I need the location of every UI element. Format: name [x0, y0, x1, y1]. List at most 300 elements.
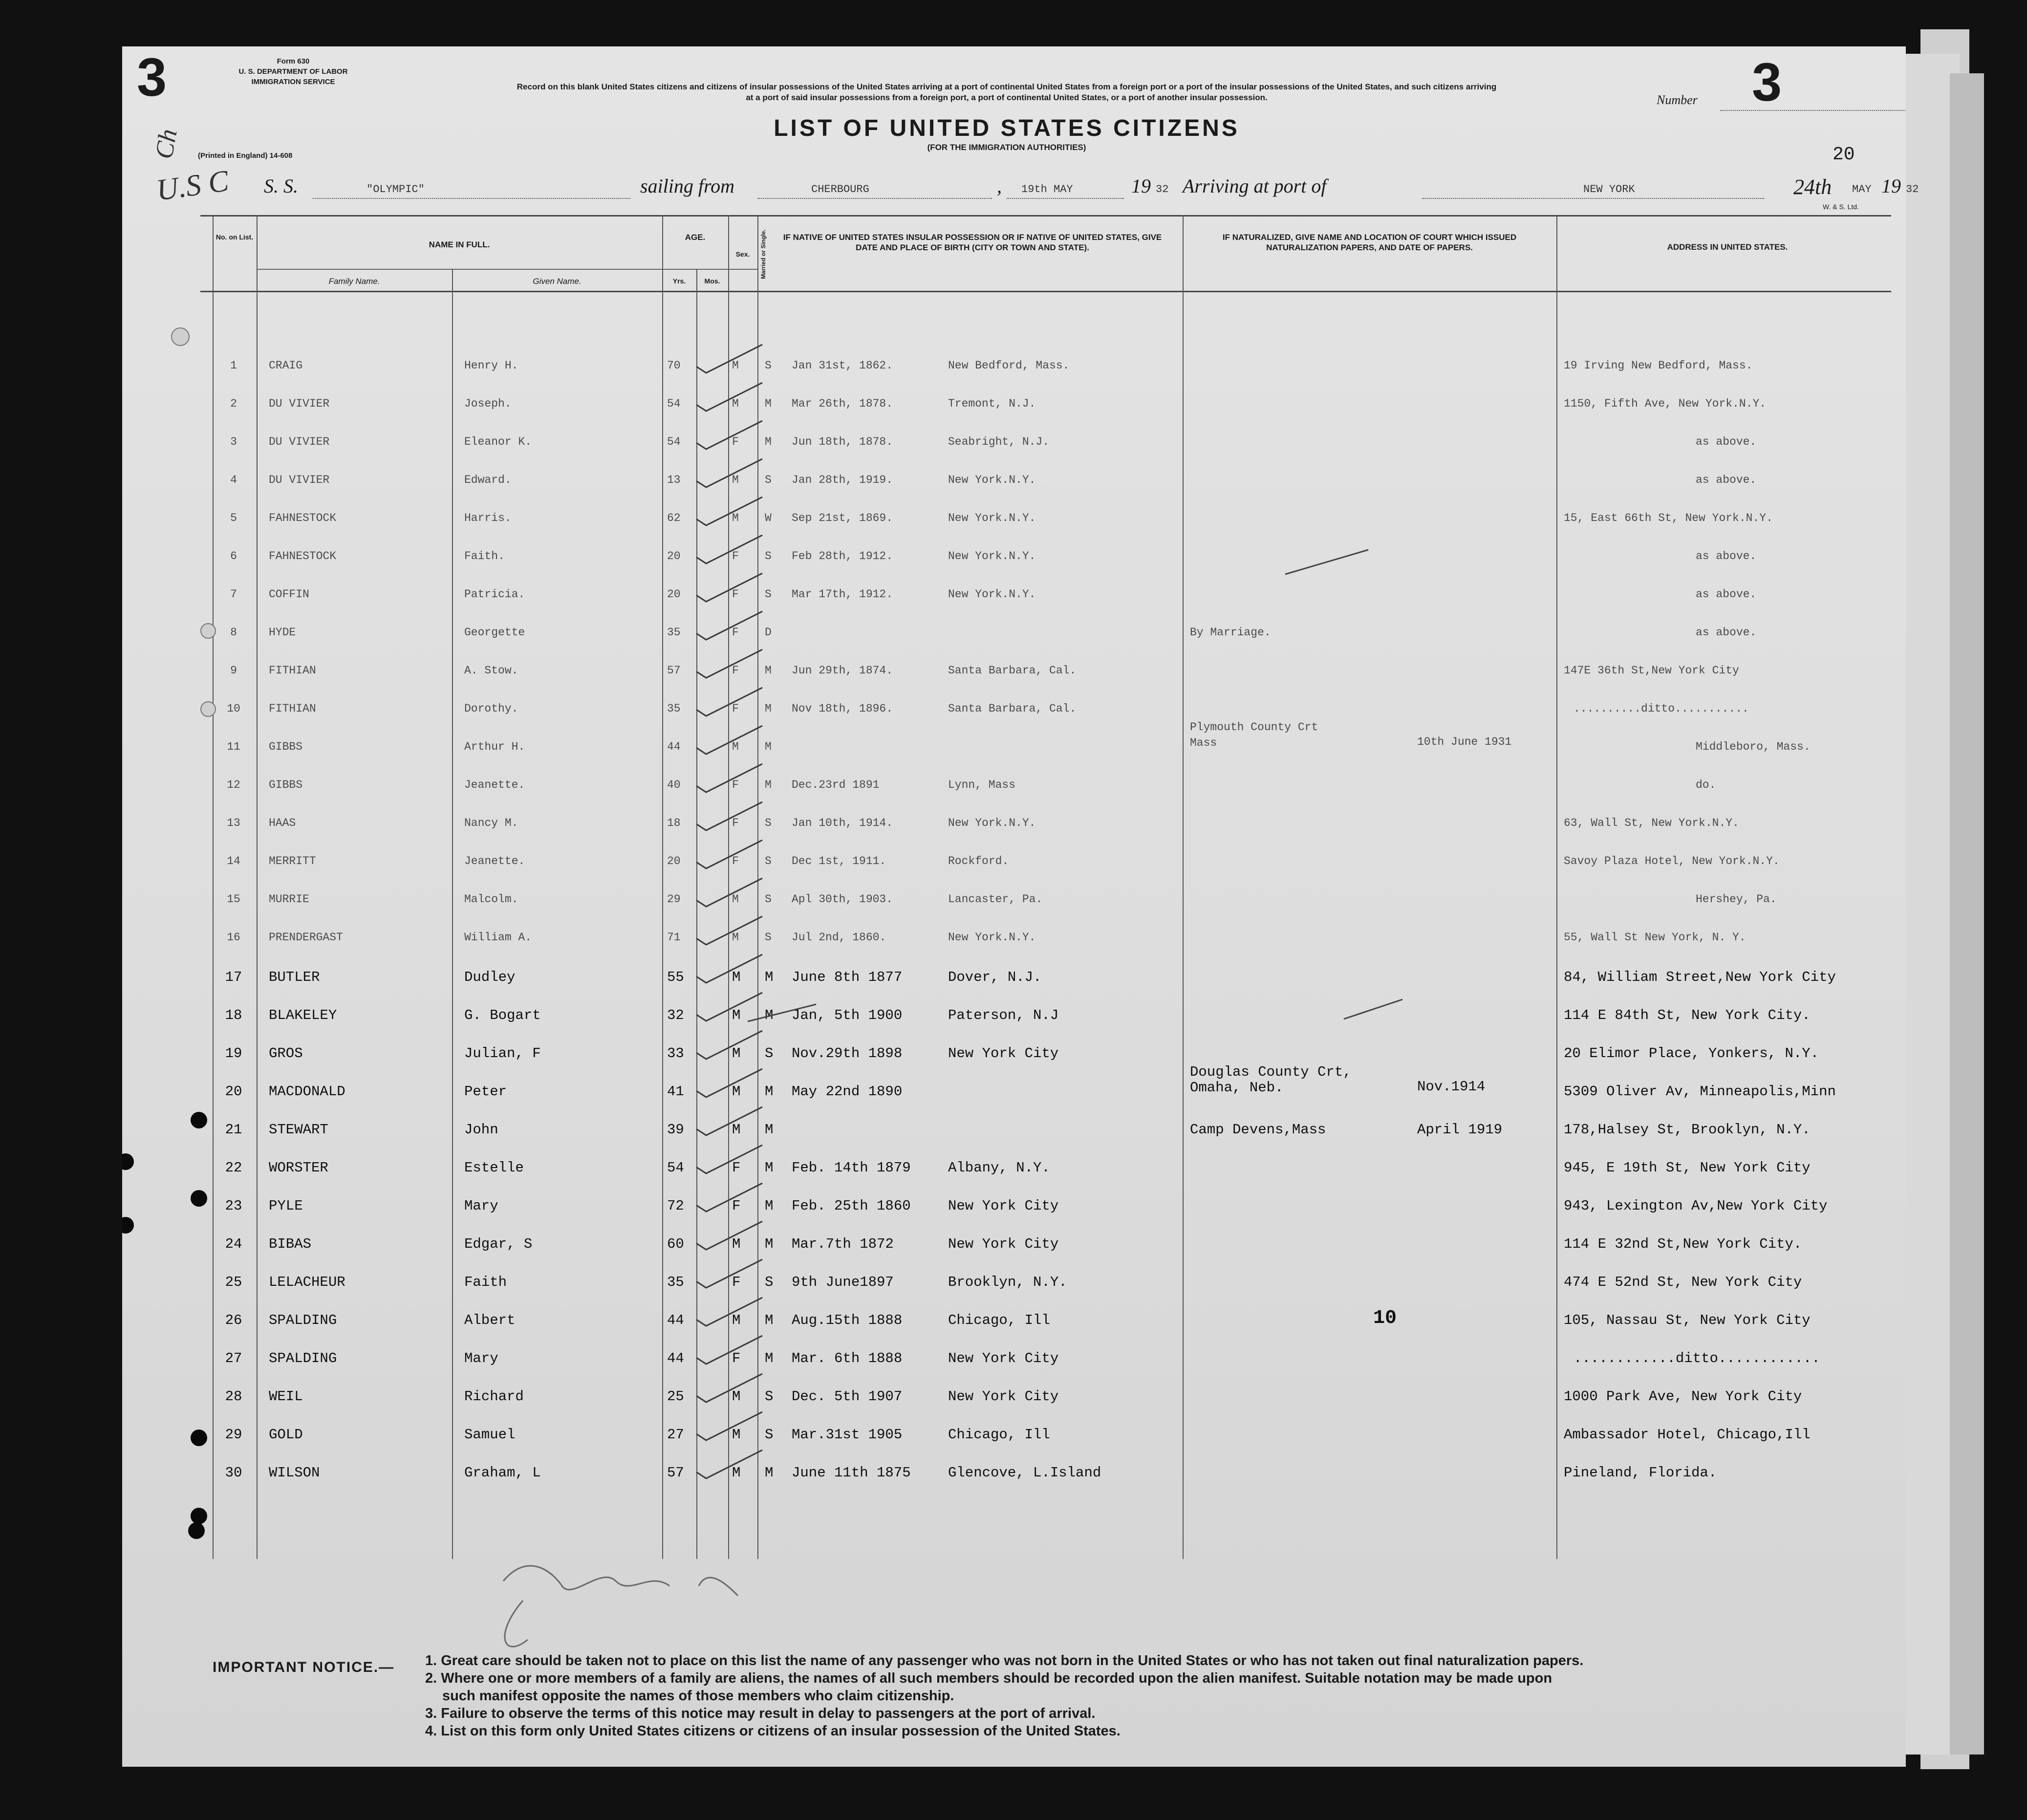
address: Pineland, Florida.	[1564, 1465, 1717, 1481]
check-mark-extra	[1344, 999, 1402, 1019]
birth-place: New York City	[948, 1388, 1059, 1405]
arrival-day: 24th	[1793, 175, 1832, 199]
birth-date: May 22nd 1890	[792, 1083, 903, 1100]
family-name: SPALDING	[269, 1350, 337, 1366]
col-sex: Sex.	[735, 250, 750, 258]
check-mark	[696, 1031, 762, 1059]
birth-date: Mar.7th 1872	[792, 1236, 894, 1252]
birth-date: Nov 18th, 1896.	[792, 702, 893, 715]
form-number: Form 630	[277, 57, 310, 65]
comma-sep: ,	[997, 175, 1002, 197]
notice-item: 3. Failure to observe the terms of this notice may result in delay to passengers at the port of arrival.	[425, 1706, 1096, 1721]
check-mark	[696, 421, 762, 449]
given-name: Patricia.	[464, 588, 525, 601]
marital-status: M	[765, 702, 772, 715]
check-mark	[696, 1107, 762, 1135]
given-name: William A.	[464, 931, 532, 944]
sex: M	[732, 969, 741, 985]
sex: M	[732, 1083, 741, 1100]
given-name: Georgette	[464, 626, 525, 639]
row-number: 8	[230, 626, 237, 639]
check-mark	[696, 611, 762, 640]
birth-date: June 11th 1875	[792, 1465, 911, 1481]
sail-date: 19th MAY	[1021, 183, 1073, 195]
family-name: LELACHEUR	[269, 1274, 345, 1290]
family-name: WILSON	[269, 1465, 320, 1481]
sex: M	[732, 740, 739, 753]
birth-place: Chicago, Ill	[948, 1427, 1050, 1443]
birth-date: Apl 30th, 1903.	[792, 893, 893, 906]
punch-hole	[191, 1112, 207, 1128]
family-name: WORSTER	[269, 1160, 328, 1176]
check-mark-extra	[748, 1004, 816, 1021]
instructions: Record on this blank United States citizens and citizens of insular possessions of the United States arriving at a port of continental United States from a foreign port or a port of the insular possessions of the United States, and such citizens arriving at a port of said insular possessions from a foreign port, a port of continental United States, or a port of another insular possession.	[517, 82, 1497, 102]
check-mark	[696, 1412, 762, 1440]
age: 54	[667, 1160, 684, 1176]
birth-date: Jun 18th, 1878.	[792, 435, 893, 448]
check-mark	[696, 1145, 762, 1173]
row-number: 24	[225, 1236, 242, 1252]
address: 55, Wall St New York, N. Y.	[1564, 931, 1746, 944]
sex: M	[732, 1045, 741, 1062]
sex: M	[732, 1465, 741, 1481]
given-name: John	[464, 1122, 498, 1138]
col-mos: Mos.	[704, 277, 720, 285]
row-number: 9	[230, 664, 237, 677]
naturalization-date: 10th June 1931	[1417, 736, 1512, 748]
row-number: 15	[227, 893, 240, 906]
row-number: 19	[225, 1045, 242, 1062]
given-name: Nancy M.	[464, 817, 518, 829]
arrival-year: 32	[1906, 183, 1919, 195]
sailing-from-label: sailing from	[640, 175, 734, 197]
naturalization-date: April 1919	[1417, 1122, 1503, 1138]
given-name: Jeanette.	[464, 855, 525, 867]
ship-name: "OLYMPIC"	[367, 183, 425, 195]
sex: M	[732, 1312, 741, 1328]
row-number: 12	[227, 779, 240, 791]
sex: F	[732, 1160, 741, 1176]
birth-place: Chicago, Ill	[948, 1312, 1050, 1328]
family-name: CRAIG	[269, 359, 303, 372]
col-no: No. on List.	[216, 233, 254, 241]
given-name: Faith	[464, 1274, 507, 1290]
birth-date: Mar 26th, 1878.	[792, 397, 893, 410]
col-age: AGE.	[685, 233, 706, 242]
address: as above.	[1696, 474, 1757, 486]
address: as above.	[1696, 588, 1757, 601]
age: 70	[667, 359, 681, 372]
row-number: 27	[225, 1350, 242, 1366]
given-name: Faith.	[464, 550, 505, 563]
birth-date: Dec 1st, 1911.	[792, 855, 886, 867]
age: 60	[667, 1236, 684, 1252]
age: 27	[667, 1427, 684, 1443]
address: Hershey, Pa.	[1696, 893, 1777, 906]
row-number: 10	[227, 702, 240, 715]
signature-scribble	[503, 1566, 738, 1647]
address: Middleboro, Mass.	[1696, 740, 1811, 753]
marital-status: M	[765, 1312, 774, 1328]
row-number: 2	[230, 397, 237, 410]
marital-status: M	[765, 740, 772, 753]
page-number: 20	[1833, 144, 1855, 165]
punch-hole	[191, 1508, 207, 1524]
check-mark	[696, 954, 762, 983]
corner-number-left: 3	[137, 47, 167, 108]
birth-date: Nov.29th 1898	[792, 1045, 903, 1062]
sex: F	[732, 588, 739, 601]
marital-status: M	[765, 969, 774, 985]
marital-status: M	[765, 1083, 774, 1100]
marital-status: M	[765, 397, 772, 410]
birth-place: New York City	[948, 1045, 1059, 1062]
given-name: Malcolm.	[464, 893, 518, 906]
check-mark	[696, 1374, 762, 1402]
family-name: GROS	[269, 1045, 303, 1062]
birth-place: New York City	[948, 1236, 1059, 1252]
marital-status: M	[765, 1350, 774, 1366]
printed-note: (Printed in England) 14-608	[198, 152, 293, 160]
row-number: 18	[225, 1007, 242, 1023]
address: 105, Nassau St, New York City	[1564, 1312, 1811, 1328]
marital-status: S	[765, 474, 772, 486]
birth-place: Tremont, N.J.	[948, 397, 1036, 410]
age: 62	[667, 512, 681, 524]
sail-year-prefix: 19	[1131, 175, 1151, 197]
address: ............ditto............	[1574, 1350, 1820, 1366]
age: 13	[667, 474, 681, 486]
naturalization-court: Camp Devens,Mass	[1190, 1122, 1326, 1138]
birth-place: New York.N.Y.	[948, 512, 1036, 524]
address: 114 E 32nd St,New York City.	[1564, 1236, 1802, 1252]
sex: F	[732, 817, 739, 829]
family-name: DU VIVIER	[269, 397, 330, 410]
notice-item: 2. Where one or more members of a family are aliens, the names of all such members should be recorded upon the alien manifest. Suitable notation may be made upon	[425, 1670, 1553, 1686]
marital-status: M	[765, 1007, 774, 1023]
given-name: Graham, L	[464, 1465, 541, 1481]
row-number: 3	[230, 435, 237, 448]
family-name: WEIL	[269, 1388, 303, 1405]
family-name: MACDONALD	[269, 1083, 345, 1100]
birth-place: New York.N.Y.	[948, 474, 1036, 486]
sex: F	[732, 435, 739, 448]
marital-status: M	[765, 1465, 774, 1481]
birth-date: Dec.23rd 1891	[792, 779, 880, 791]
address: 943, Lexington Av,New York City	[1564, 1198, 1828, 1214]
given-name: Edward.	[464, 474, 512, 486]
age: 55	[667, 969, 684, 985]
birth-place: Dover, N.J.	[948, 969, 1042, 985]
check-mark	[696, 726, 762, 754]
address: 114 E 84th St, New York City.	[1564, 1007, 1811, 1023]
col-yrs: Yrs.	[672, 277, 686, 285]
check-mark	[696, 1183, 762, 1212]
given-name: Samuel	[464, 1427, 516, 1443]
age: 41	[667, 1083, 684, 1100]
naturalization-court: By Marriage.	[1190, 626, 1271, 639]
family-name: MERRITT	[269, 855, 316, 867]
sex: F	[732, 1274, 741, 1290]
punch-hole	[171, 327, 190, 346]
col-birth: IF NATIVE OF UNITED STATES INSULAR POSSESSION OR IF NATIVE OF UNITED STATES, GIVE DATE AND PLACE OF BIRTH (CITY OR TOWN AND STATE).	[783, 233, 1162, 252]
birth-date: Mar.31st 1905	[792, 1427, 903, 1443]
given-name: Estelle	[464, 1160, 524, 1176]
notice-item: 4. List on this form only United States citizens or citizens of an insular possession of the United States.	[425, 1723, 1121, 1739]
sex: F	[732, 702, 739, 715]
row-number: 13	[227, 817, 240, 829]
marital-status: S	[765, 1388, 774, 1405]
address: as above.	[1696, 626, 1757, 639]
marital-status: M	[765, 1198, 774, 1214]
page-title: LIST OF UNITED STATES CITIZENS	[774, 115, 1240, 141]
marital-status: M	[765, 1160, 774, 1176]
punch-hole	[200, 701, 216, 717]
age: 29	[667, 893, 681, 906]
given-name: A. Stow.	[464, 664, 518, 677]
address: 84, William Street,New York City	[1564, 969, 1836, 985]
family-name: MURRIE	[269, 893, 309, 906]
sex: M	[732, 512, 739, 524]
birth-place: Glencove, L.Island	[948, 1465, 1101, 1481]
stray-mark: 10	[1373, 1307, 1397, 1329]
row-number: 1	[230, 359, 237, 372]
col-given-name: Given Name.	[533, 277, 582, 286]
birth-place: New York.N.Y.	[948, 588, 1036, 601]
age: 35	[667, 626, 681, 639]
manifest-sheet	[122, 46, 1906, 1767]
birth-place: Santa Barbara, Cal.	[948, 664, 1077, 677]
address: ..........ditto...........	[1574, 702, 1749, 715]
handwritten-margin-note: U.S C	[154, 164, 231, 207]
row-number: 23	[225, 1198, 242, 1214]
age: 35	[667, 702, 681, 715]
punch-hole	[191, 1430, 207, 1446]
family-name: FITHIAN	[269, 664, 316, 677]
family-name: PYLE	[269, 1198, 303, 1214]
address: 5309 Oliver Av, Minneapolis,Minn	[1564, 1083, 1836, 1100]
address: 474 E 52nd St, New York City	[1564, 1274, 1802, 1290]
age: 57	[667, 664, 681, 677]
marital-status: M	[765, 1122, 774, 1138]
age: 44	[667, 1312, 684, 1328]
arriving-label: Arriving at port of	[1183, 175, 1327, 197]
family-name: SPALDING	[269, 1312, 337, 1328]
check-mark	[696, 1069, 762, 1097]
row-number: 11	[227, 740, 240, 753]
birth-date: Mar. 6th 1888	[792, 1350, 903, 1366]
check-mark	[696, 535, 762, 563]
marital-status: S	[765, 817, 772, 829]
family-name: PRENDERGAST	[269, 931, 343, 944]
given-name: Peter	[464, 1083, 507, 1100]
check-mark	[696, 383, 762, 411]
given-name: Henry H.	[464, 359, 518, 372]
birth-date: Feb. 14th 1879	[792, 1160, 911, 1176]
given-name: Dudley	[464, 969, 516, 985]
department: U. S. DEPARTMENT OF LABOR	[238, 67, 348, 76]
address: do.	[1696, 779, 1716, 791]
marital-status: S	[765, 1274, 774, 1290]
address: 19 Irving New Bedford, Mass.	[1564, 359, 1753, 372]
col-address: ADDRESS IN UNITED STATES.	[1667, 242, 1788, 252]
family-name: DU VIVIER	[269, 435, 330, 448]
birth-date: Jan 31st, 1862.	[792, 359, 893, 372]
sex: M	[732, 397, 739, 410]
address: 945, E 19th St, New York City	[1564, 1160, 1811, 1176]
birth-place: Seabright, N.J.	[948, 435, 1050, 448]
family-name: FITHIAN	[269, 702, 316, 715]
birth-place: Albany, N.Y.	[948, 1160, 1050, 1176]
ship-prefix: S. S.	[264, 175, 298, 197]
col-married-single: Married or Single.	[760, 229, 767, 279]
given-name: Julian, F	[464, 1045, 541, 1062]
sex: F	[732, 550, 739, 563]
birth-place: Lynn, Mass	[948, 779, 1016, 791]
birth-date: Mar 17th, 1912.	[792, 588, 893, 601]
birth-date: Jul 2nd, 1860.	[792, 931, 886, 944]
arrival-year-prefix: 19	[1881, 175, 1901, 197]
check-mark	[696, 573, 762, 602]
handwritten-margin-top: Ch	[150, 127, 183, 161]
given-name: Jeanette.	[464, 779, 525, 791]
check-mark	[696, 497, 762, 525]
page-subtitle: (FOR THE IMMIGRATION AUTHORITIES)	[927, 143, 1086, 152]
sex: M	[732, 1427, 741, 1443]
notice-heading: IMPORTANT NOTICE.—	[213, 1659, 395, 1675]
handwritten-marks	[122, 46, 1906, 1767]
row-number: 26	[225, 1312, 242, 1328]
birth-date: Aug.15th 1888	[792, 1312, 903, 1328]
marital-status: M	[765, 664, 772, 677]
address: 20 Elimor Place, Yonkers, N.Y.	[1564, 1045, 1819, 1062]
marital-status: M	[765, 779, 772, 791]
age: 25	[667, 1388, 684, 1405]
family-name: HAAS	[269, 817, 296, 829]
age: 72	[667, 1198, 684, 1214]
age: 54	[667, 397, 681, 410]
birth-place: New York City	[948, 1198, 1059, 1214]
given-name: G. Bogart	[464, 1007, 541, 1023]
family-name: BLAKELEY	[269, 1007, 337, 1023]
row-number: 4	[230, 474, 237, 486]
family-name: BIBAS	[269, 1236, 312, 1252]
sex: M	[732, 893, 739, 906]
check-mark	[696, 916, 762, 945]
birth-place: New Bedford, Mass.	[948, 359, 1070, 372]
naturalization-court: Omaha, Neb.	[1190, 1080, 1284, 1096]
sex: F	[732, 1198, 741, 1214]
address: 63, Wall St, New York.N.Y.	[1564, 817, 1739, 829]
marital-status: S	[765, 931, 772, 944]
naturalization-court: Mass	[1190, 737, 1217, 749]
given-name: Albert	[464, 1312, 516, 1328]
sex: M	[732, 1236, 741, 1252]
birth-date: Jan, 5th 1900	[792, 1007, 903, 1023]
marital-status: S	[765, 588, 772, 601]
family-name: COFFIN	[269, 588, 309, 601]
check-mark	[696, 688, 762, 716]
check-mark	[696, 345, 762, 373]
row-number: 28	[225, 1388, 242, 1405]
birth-date: Dec. 5th 1907	[792, 1388, 903, 1405]
check-mark	[696, 802, 762, 830]
given-name: Richard	[464, 1388, 524, 1405]
marital-status: M	[765, 435, 772, 448]
sail-year: 32	[1156, 183, 1169, 195]
sex: F	[732, 664, 739, 677]
naturalization-court: Douglas County Crt,	[1190, 1064, 1352, 1080]
printer-mark: W. & S. Ltd.	[1823, 203, 1859, 211]
given-name: Harris.	[464, 512, 512, 524]
sex: F	[732, 626, 739, 639]
sex: M	[732, 931, 739, 944]
marital-status: S	[765, 1427, 774, 1443]
birth-place: Brooklyn, N.Y.	[948, 1274, 1067, 1290]
sex: M	[732, 1122, 741, 1138]
col-naturalized: IF NATURALIZED, GIVE NAME AND LOCATION OF COURT WHICH ISSUED NATURALIZATION PAPERS, AND DATE OF PAPERS.	[1222, 233, 1517, 252]
birth-date: Feb. 25th 1860	[792, 1198, 911, 1214]
marital-status: S	[765, 855, 772, 867]
marital-status: D	[765, 626, 772, 639]
birth-place: New York.N.Y.	[948, 817, 1036, 829]
row-number: 22	[225, 1160, 242, 1176]
birth-date: Sep 21st, 1869.	[792, 512, 893, 524]
marital-status: S	[765, 1045, 774, 1062]
number-label: Number	[1657, 93, 1698, 107]
row-number: 6	[230, 550, 237, 563]
given-name: Edgar, S	[464, 1236, 533, 1252]
birth-date: 9th June1897	[792, 1274, 894, 1290]
family-name: GOLD	[269, 1427, 303, 1443]
family-name: HYDE	[269, 626, 296, 639]
row-number: 25	[225, 1274, 242, 1290]
given-name: Mary	[464, 1198, 498, 1214]
sex: F	[732, 855, 739, 867]
col-name-in-full: NAME IN FULL.	[429, 240, 490, 249]
age: 39	[667, 1122, 684, 1138]
notice-item: such manifest opposite the names of those members who claim citizenship.	[442, 1688, 954, 1704]
given-name: Dorothy.	[464, 702, 518, 715]
sex: M	[732, 1007, 741, 1023]
check-mark-extra	[1285, 550, 1368, 574]
birth-date: June 8th 1877	[792, 969, 903, 985]
age: 20	[667, 855, 681, 867]
check-mark	[696, 1336, 762, 1364]
check-mark	[696, 650, 762, 678]
row-number: 30	[225, 1465, 242, 1481]
marital-status: M	[765, 1236, 774, 1252]
birth-date: Jun 29th, 1874.	[792, 664, 893, 677]
marital-status: S	[765, 359, 772, 372]
age: 32	[667, 1007, 684, 1023]
punch-hole	[200, 623, 216, 639]
age: 20	[667, 588, 681, 601]
family-name: GIBBS	[269, 779, 303, 791]
check-mark	[696, 1298, 762, 1326]
arrival-port: NEW YORK	[1583, 183, 1635, 195]
birth-place: Rockford.	[948, 855, 1009, 867]
check-mark	[696, 878, 762, 907]
naturalization-date: Nov.1914	[1417, 1079, 1486, 1095]
given-name: Mary	[464, 1350, 498, 1366]
age: 57	[667, 1465, 684, 1481]
check-mark	[696, 1259, 762, 1288]
page-edge	[1950, 73, 1984, 1755]
family-name: STEWART	[269, 1122, 328, 1138]
col-family-name: Family Name.	[328, 277, 380, 286]
check-mark	[696, 764, 762, 792]
